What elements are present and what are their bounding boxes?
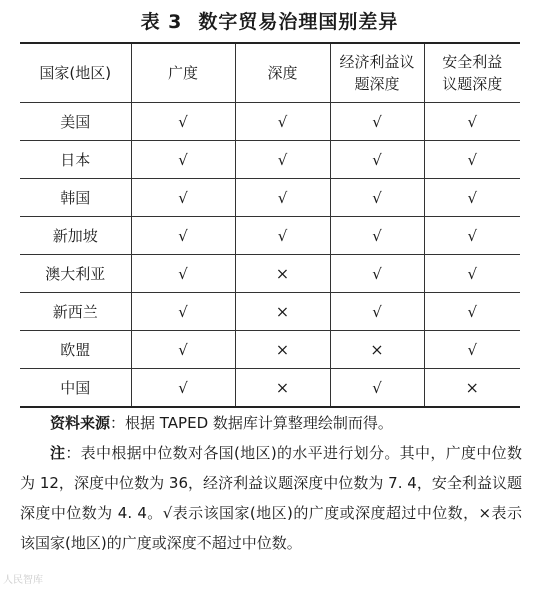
table-row <box>20 103 520 141</box>
cell-country: 澳大利亚 <box>20 255 131 293</box>
table-row <box>20 141 520 179</box>
cell-security-depth: × <box>424 369 520 408</box>
header-breadth: 广度 <box>131 43 235 103</box>
comparison-table <box>20 42 520 408</box>
cell-security-depth: √ <box>424 255 520 293</box>
source-note <box>20 408 522 438</box>
cell-economic-depth: √ <box>330 179 424 217</box>
cell-depth: √ <box>235 179 330 217</box>
cell-country: 美国 <box>20 103 131 141</box>
note-label: 注 <box>50 444 66 462</box>
explanation-note <box>20 438 522 558</box>
cell-breadth: √ <box>131 179 235 217</box>
cell-country: 新西兰 <box>20 293 131 331</box>
cell-security-depth: √ <box>424 217 520 255</box>
cell-country: 中国 <box>20 369 131 408</box>
cell-country: 韩国 <box>20 179 131 217</box>
header-depth: 深度 <box>235 43 330 103</box>
source-label: 资料来源 <box>50 414 111 432</box>
header-security-depth: 安全利益 议题深度 <box>424 43 520 103</box>
cell-security-depth: √ <box>424 331 520 369</box>
cell-security-depth: √ <box>424 103 520 141</box>
cell-breadth: √ <box>131 331 235 369</box>
cell-breadth: √ <box>131 141 235 179</box>
cell-depth: √ <box>235 217 330 255</box>
cell-country: 新加坡 <box>20 217 131 255</box>
table-row <box>20 369 520 408</box>
header-economic-depth: 经济利益议 题深度 <box>330 43 424 103</box>
cell-security-depth: √ <box>424 179 520 217</box>
cell-depth: × <box>235 255 330 293</box>
table-notes <box>20 408 522 558</box>
cell-security-depth: √ <box>424 141 520 179</box>
cell-depth: × <box>235 293 330 331</box>
cell-depth: × <box>235 369 330 408</box>
cell-depth: √ <box>235 141 330 179</box>
cell-economic-depth: √ <box>330 255 424 293</box>
cell-country: 日本 <box>20 141 131 179</box>
cell-breadth: √ <box>131 369 235 408</box>
table-row <box>20 255 520 293</box>
cell-economic-depth: √ <box>330 103 424 141</box>
cell-depth: √ <box>235 103 330 141</box>
cell-breadth: √ <box>131 217 235 255</box>
cell-economic-depth: √ <box>330 141 424 179</box>
table-caption: 数字贸易治理国别差异 <box>198 11 399 33</box>
cell-economic-depth: √ <box>330 217 424 255</box>
table-row <box>20 217 520 255</box>
table-row <box>20 179 520 217</box>
cell-breadth: √ <box>131 103 235 141</box>
cell-economic-depth: × <box>330 331 424 369</box>
table-number: 表 3 <box>140 11 183 33</box>
cell-breadth: √ <box>131 255 235 293</box>
cell-economic-depth: √ <box>330 369 424 408</box>
cell-breadth: √ <box>131 293 235 331</box>
watermark: 人民智库 <box>3 575 43 586</box>
note-text: ：表中根据中位数对各国(地区)的水平进行划分。其中，广度中位数为 12，深度中位数为 36，经济利益议题深度中位数为 7. 4，安全利益议题深度中位数为 4. 4。√表示该国家(地区)的广度或深度超过中位数，×表示该国家(地区)的广度或深度不超过中位数。 <box>20 444 522 552</box>
header-country: 国家(地区) <box>20 43 131 103</box>
cell-security-depth: √ <box>424 293 520 331</box>
header-row <box>20 43 520 103</box>
table-row <box>20 331 520 369</box>
table-title <box>0 9 539 35</box>
cell-economic-depth: √ <box>330 293 424 331</box>
cell-country: 欧盟 <box>20 331 131 369</box>
source-text: ：根据 TAPED 数据库计算整理绘制而得。 <box>110 414 393 432</box>
table-row <box>20 293 520 331</box>
cell-depth: × <box>235 331 330 369</box>
